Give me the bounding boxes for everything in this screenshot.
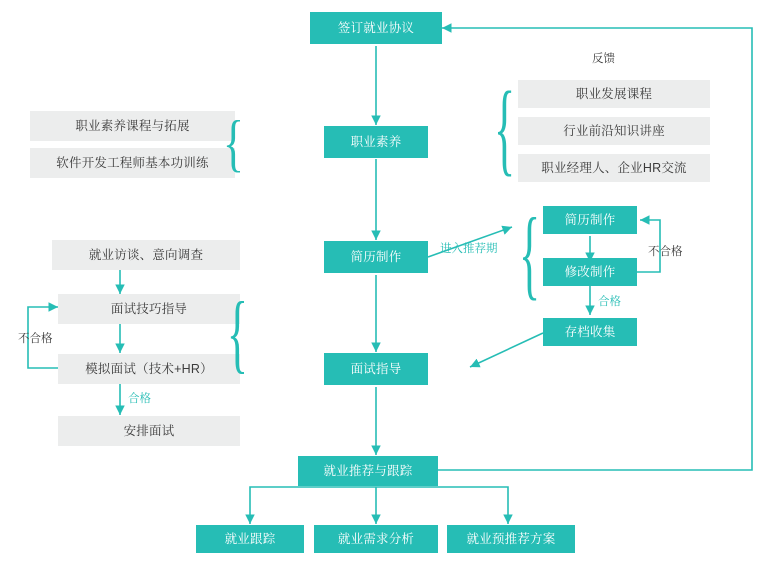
label-feedback	[592, 50, 615, 66]
node-demand-analysis[interactable]	[314, 525, 438, 553]
node-resume-modify[interactable]	[543, 258, 637, 286]
node-career-course[interactable]	[30, 111, 235, 141]
node-employment-track[interactable]	[196, 525, 304, 553]
node-interview-skill[interactable]	[58, 294, 240, 324]
label-qualified-right	[598, 293, 621, 309]
node-interview-guide[interactable]	[324, 353, 428, 385]
node-sign-agreement[interactable]	[310, 12, 442, 44]
label-text: 合格	[598, 296, 621, 308]
node-label: 职业经理人、企业HR交流	[541, 160, 687, 175]
node-label: 职业发展课程	[575, 86, 653, 101]
node-label: 存档收集	[564, 324, 616, 339]
node-label: 职业素养课程与拓展	[75, 118, 190, 133]
node-label: 职业素养	[350, 134, 402, 149]
label-text: 反馈	[592, 53, 615, 65]
label-text: 进入推荐期	[440, 243, 498, 255]
node-hr-exchange[interactable]	[518, 154, 710, 182]
node-career-quality[interactable]	[324, 126, 428, 158]
node-label: 简历制作	[350, 249, 402, 264]
node-label: 就业访谈、意向调查	[88, 247, 204, 262]
node-mock-interview[interactable]	[58, 354, 240, 384]
node-label: 就业跟踪	[224, 531, 276, 546]
label-enter-push-period	[440, 240, 498, 256]
node-label: 面试指导	[350, 361, 402, 376]
node-label: 软件开发工程师基本功训练	[56, 155, 209, 170]
node-label: 行业前沿知识讲座	[563, 123, 665, 138]
label-text: 不合格	[648, 246, 683, 258]
label-text: 不合格	[18, 333, 53, 345]
label-not-qualified-right	[648, 243, 683, 259]
node-archive-collect[interactable]	[543, 318, 637, 346]
brace-right-middle: {	[519, 197, 541, 310]
node-resume-make-main[interactable]	[324, 241, 428, 273]
brace-left-middle: }	[226, 284, 248, 382]
label-not-qualified-left	[18, 330, 53, 346]
node-label: 就业需求分析	[337, 531, 415, 546]
node-employment-push[interactable]	[298, 456, 438, 486]
node-career-dev-course[interactable]	[518, 80, 710, 108]
node-industry-lecture[interactable]	[518, 117, 710, 145]
brace-right-top: {	[494, 70, 516, 187]
node-pre-push-plan[interactable]	[447, 525, 575, 553]
node-arrange-interview[interactable]	[58, 416, 240, 446]
label-qualified-left	[128, 390, 151, 406]
brace-left-top: }	[222, 107, 244, 179]
node-job-interview-survey[interactable]	[52, 240, 240, 270]
node-label: 就业预推荐方案	[466, 531, 556, 546]
node-resume-make-right[interactable]	[543, 206, 637, 234]
label-text: 合格	[128, 393, 151, 405]
node-label: 修改制作	[564, 264, 616, 279]
node-label: 模拟面试（技术+HR）	[85, 361, 213, 376]
node-label: 签订就业协议	[337, 20, 415, 35]
node-label: 就业推荐与跟踪	[323, 463, 413, 478]
node-label: 面试技巧指导	[110, 301, 188, 316]
node-label: 简历制作	[564, 212, 616, 227]
node-dev-engineer-training[interactable]	[30, 148, 235, 178]
node-label: 安排面试	[123, 423, 175, 438]
